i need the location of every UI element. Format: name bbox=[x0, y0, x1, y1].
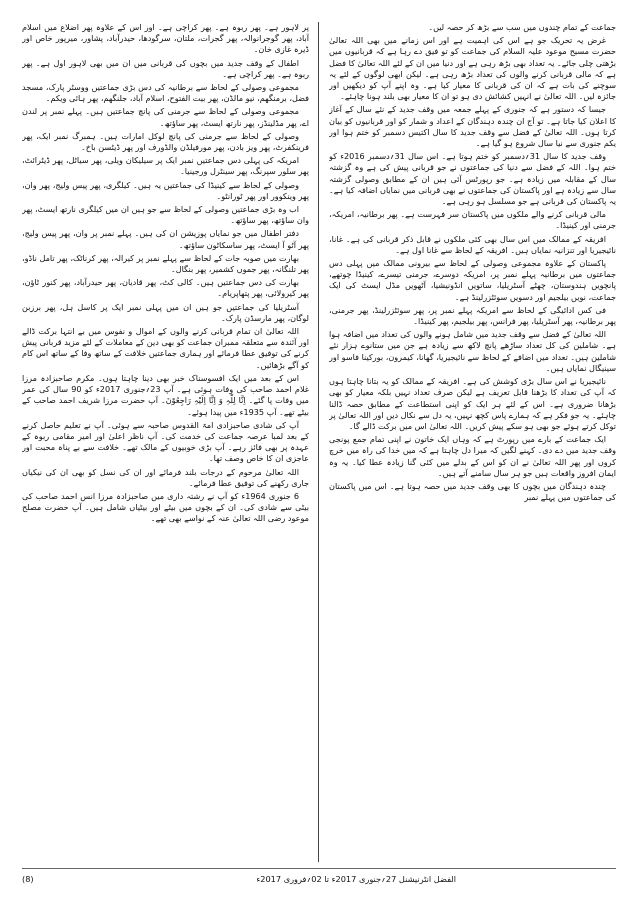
footer-divider bbox=[22, 868, 616, 869]
left-column-paragraph: اللہ تعالیٰ ان تمام قربانی کرنے والوں کے اموال و نفوس میں بے انتہا برکت ڈالے اور آئندہ سے متعلقہ ممبران جماعت کو بھی دین کے معاملات کے لئے مزید قربانی پیش کرنے کی توفیق عطا فرمائے اور ہماری جماعتیں خلافت کے ساتھ وفا کے ساتھ اس کام کو آگے بڑھائیں۔ bbox=[22, 326, 309, 370]
left-column-paragraph: بھارت کی دس جماعتیں ہیں۔ کالی کٹ، پھر قادیان، پھر حیدرآباد، پھر کنور ٹاؤن، پھر کیرولائی، پھر پتھاپریام۔ bbox=[22, 277, 309, 299]
left-column-paragraph: آسٹریلیا کی جماعتیں جو ہیں ان میں پہلی نمبر ایک پر کاسل ہل، پھر برزبن لوگان، پھر مارسڈن پارک۔ bbox=[22, 301, 309, 323]
left-column bbox=[22, 22, 309, 862]
text-columns bbox=[22, 22, 616, 862]
left-column-paragraph: مجموعی وصولی کے لحاظ سے برطانیہ کی دس بڑی جماعتیں ووسٹر پارک، مسجد فضل، برمنگھم، نیو مالڈن، پھر بیت الفتوح، اسلام آباد، جلنگھم، پھر ہائی ویکم۔ bbox=[22, 82, 309, 104]
right-column-paragraph: چندہ دہندگان میں بچوں کا بھی وقف جدید میں حصہ ہوتا ہے۔ اس میں پاکستان کی جماعتوں میں پہلے نمبر bbox=[329, 480, 616, 503]
right-column-paragraph: جیسا کہ دستور ہے کہ جنوری کے پہلے جمعہ میں وقف جدید کے نئے سال کے آغاز کا اعلان کیا جاتا ہے۔ تو آج ان چندہ دہندگان کے اعداد و شمار کو اور قربانیوں کو بیان کرتا ہوں۔ اللہ تعالیٰ کے فضل سے وقف جدید کا سال اکتیس دسمبر کو ختم ہوا اور یکم جنوری سے نیا سال شروع ہو گیا ہے۔ bbox=[329, 104, 616, 149]
left-column-paragraph: اللہ تعالیٰ مرحوم کے درجات بلند فرمائے اور ان کی نسل کو بھی ان کی نیکیاں جاری رکھنے کی توفیق عطا فرمائے۔ bbox=[22, 466, 309, 488]
publication-title: الفضل انٹرنیشنل 27؍جنوری 2017ء تا 02؍فروری 2017ء bbox=[256, 874, 456, 884]
right-column-paragraph: افریقہ کے ممالک میں اس سال بھی کئی ملکوں نے قابل ذکر قربانی کی ہے۔ غانا، نائیجیریا اور تنزانیہ نمایاں ہیں۔ افریقہ کے لحاظ سے غانا اول ہے۔ bbox=[329, 233, 616, 255]
left-column-paragraph: مجموعی وصولی کے لحاظ سے جرمنی کی پانچ جماعتیں ہیں۔ پہلے نمبر پر لندن اے، پھر مڈلینڈز، پھر نارتھ ایسٹ، پھر ساؤتھ۔ bbox=[22, 106, 309, 128]
left-column-paragraph: وصولی کے لحاظ سے کینیڈا کی جماعتیں یہ ہیں۔ کیلگری، پھر پیس ولیج، پھر وان، پھر وینکوور اور پھر ٹورانٹو۔ bbox=[22, 179, 309, 201]
left-column-paragraph: اب وہ بڑی جماعتیں وصولی کے لحاظ سے جو ہیں ان میں کیلگری نارتھ ایسٹ، پھر وان ساؤتھ، پھر ساؤتھ۔ bbox=[22, 204, 309, 226]
right-column-paragraph: غرض یہ تحریک جو ہے اس کی اہمیت ہے اور اس زمانے میں بھی اللہ تعالیٰ حضرت مسیح موعود علیہ السلام کی جماعت کو تو فیق دے رہا ہے کہ قربانیوں میں بڑھتی چلی جائے۔ یہ تعداد بھی بڑھ رہی ہے اور دنیا میں ان کے لئے اللہ تعالیٰ کا فضل ہے کہ مالی قربانی کرنے والوں کی تعداد بڑھ رہی ہے۔ لیکن ابھی لوگوں کے لئے یہ سوچنے کی بات ہے کہ ان کی قربانی کا معیار کیا ہے۔ وہ اپنے آپ کو دیکھیں اور جائزہ لیں۔ اللہ تعالیٰ نے انہیں کشائش دی ہو تو ان کا معیار بھی بلند ہونا چاہئے۔ bbox=[329, 35, 616, 102]
left-column-paragraph: 6 جنوری 1964ء کو آپ نے رشتہ داری میں صاحبزادہ مرزا انس احمد صاحب کی بیٹی سے شادی کی۔ ان کے بچوں میں بیٹے اور بیٹیاں شامل ہیں۔ آپ حضرت مصلح موعود رضی اللہ تعالیٰ عنہ کے نواسے بھی تھے۔ bbox=[22, 490, 309, 524]
left-column-paragraph: دفتر اطفال میں جو نمایاں پوزیشن ان کی ہیں۔ پہلے نمبر پر وان، پھر پیس ولیج، پھر آٹو آ ایسٹ، پھر ساسکاٹون ساؤتھ۔ bbox=[22, 228, 309, 250]
page-footer bbox=[22, 872, 616, 886]
left-column-paragraph: اطفال کے وقف جدید میں بچوں کی قربانی میں ان میں بھی لاہور اول ہے۔ پھر ربوہ ہے۔ پھر کراچی ہے۔ bbox=[22, 57, 309, 79]
left-column-paragraph: آپ کی شادی صاحبزادی امۃ القدوس صاحبہ سے ہوئی۔ آپ نے تعلیم حاصل کرنے کے بعد لمبا عرصہ جماعت کی خدمت کی۔ آپ ناظر اعلیٰ اور امیر مقامی ربوہ کے عہدہ پر بھی فائز رہے۔ آپ بڑی خوبیوں کے مالک تھے۔ خلافت سے بے پناہ محبت اور عاجزی ان کا خاص وصف تھا۔ bbox=[22, 419, 309, 464]
document-page bbox=[22, 22, 616, 862]
page-number: (8) bbox=[22, 874, 34, 884]
right-column-paragraph: فی کس ادائیگی کے لحاظ سے امریکہ پہلے نمبر پر، پھر سوئٹزرلینڈ، پھر جرمنی، پھر برطانیہ، پھر آسٹریلیا، پھر فرانس، پھر بیلجیم، پھر کینیڈا۔ bbox=[329, 304, 616, 327]
right-column-paragraph: وقف جدید کا سال 31؍دسمبر کو ختم ہوتا ہے۔ اس سال 31؍دسمبر 2016ء کو ختم ہوا۔ اللہ کے فضل سے دنیا کی جماعتوں نے جو قربانی پیش کی ہے وہ گزشتہ سال کے مقابلہ میں زیادہ ہے۔ جو رپورٹس آئی ہیں ان کے مطابق وصولی گزشتہ سال سے زیادہ ہے اور پاکستان کی جماعتوں نے بھی قربانی میں نمایاں اضافہ کیا ہے۔ یہ پاکستان کی قربانی ہے جو مسلسل ہو رہی ہے۔ bbox=[329, 151, 616, 207]
right-column-paragraph: ایک جماعت کے بارے میں رپورٹ ہے کہ وہاں ایک خاتون نے اپنی تمام جمع پونجی وقف جدید میں دے دی۔ کہنے لگیں کہ میرا دل چاہتا ہے کہ میں خدا کی راہ میں خرچ کروں اور پھر اللہ تعالیٰ نے ان کو اس کے بدلے میں کئی گنا زیادہ عطا کیا۔ یہ وہ ایمان افروز واقعات ہیں جو ہر سال سامنے آتے ہیں۔ bbox=[329, 434, 616, 478]
left-column-paragraph: پر لاہور ہے۔ پھر ربوہ ہے۔ پھر کراچی ہے۔ اور اس کے علاوہ پھر اضلاع میں اسلام آباد، پھر گوجرانوالہ، پھر گجرات، ملتان، سرگودھا، حیدرآباد، پشاور، میرپور خاص اور ڈیرہ غازی خان۔ bbox=[22, 22, 309, 55]
left-column-paragraph: بھارت میں صوبہ جات کے لحاظ سے پہلے نمبر پر کیرالہ، پھر کرناٹک، پھر تامل ناڈو، پھر تلنگانہ، پھر جموں کشمیر، پھر بنگال۔ bbox=[22, 252, 309, 275]
right-column-paragraph: جماعت کے تمام چندوں میں سب سے بڑھ کر حصہ لیں۔ bbox=[428, 22, 616, 32]
left-column-paragraph: اس کے بعد میں ایک افسوسناک خبر بھی دینا چاہتا ہوں۔ مکرم صاحبزادہ مرزا غلام احمد صاحب کی وفات ہوئی ہے۔ آپ 23؍جنوری 2017ء کو 90 سال کی عمر میں وفات پا گئے۔ اِنَّا لِلّٰہِ وَ اِنَّا اِلَیْہِ رَاجِعُوْنَ۔ آپ حضرت مرزا شریف احمد صاحب کے بیٹے تھے۔ آپ 1935ء میں پیدا ہوئے۔ bbox=[22, 372, 309, 417]
column-divider bbox=[318, 22, 319, 862]
left-column-paragraph: وصولی کے لحاظ سے جرمنی کی پانچ لوکل امارات ہیں۔ ہمبرگ نمبر ایک، پھر فرینکفرٹ، پھر ویز بادن، پھر مورفیلڈن والڈورف اور پھر ڈیٹسن باخ۔ bbox=[22, 130, 309, 153]
left-column-paragraph: امریکہ کی پہلی دس جماعتیں نمبر ایک پر سیلیکان ویلی، پھر سیاٹل، پھر ڈیٹرائٹ، پھر سلور سپرنگ، پھر سینٹرل ورجینیا۔ bbox=[22, 155, 309, 177]
right-column-paragraph: مالی قربانی کرنے والے ملکوں میں پاکستان سر فہرست ہے۔ پھر برطانیہ، امریکہ، جرمنی اور کینیڈا۔ bbox=[329, 209, 616, 231]
right-column-paragraph: پاکستان کے علاوہ مجموعی وصولی کے لحاظ سے بیرونی ممالک میں پہلی دس جماعتوں میں برطانیہ پہلے نمبر پر، امریکہ دوسرے، جرمنی تیسرے، کینیڈا چوتھے، پانچویں ہندوستان، چھٹے آسٹریلیا، ساتویں انڈونیشیا، آٹھویں مڈل ایسٹ کی ایک جماعت، نویں بیلجیم اور دسویں سوئٹزرلینڈ ہے۔ bbox=[329, 258, 616, 302]
right-column-paragraph: اللہ تعالیٰ کے فضل سے وقف جدید میں شامل ہونے والوں کی تعداد میں اضافہ ہوا ہے۔ شاملین کی کل تعداد ساڑھے پانچ لاکھ سے زیادہ ہے جن میں ستانوے ہزار نئے شاملین ہیں۔ تعداد میں اضافے کے لحاظ سے نائیجیریا، گھانا، کیمرون، بورکینا فاسو اور سینیگال نمایاں ہیں۔ bbox=[329, 329, 616, 373]
right-column bbox=[329, 22, 616, 862]
right-column-paragraph: نائیجیریا نے اس سال بڑی کوشش کی ہے۔ افریقہ کے ممالک کو یہ بتانا چاہتا ہوں کہ آپ کی تعداد کا بڑھنا قابل تعریف ہے لیکن صرف تعداد نہیں بلکہ معیار کو بھی بڑھانا ضروری ہے۔ اس کے لئے ہر ایک کو اپنی استطاعت کے مطابق حصہ ڈالنا چاہئے۔ یہ جو فکر ہے کہ ہمارے پاس کچھ نہیں، یہ دل سے نکال دیں اور اللہ تعالیٰ پر توکل کرتے ہوئے جو بھی ہو سکے پیش کریں۔ اللہ تعالیٰ اس میں برکت ڈالے گا۔ bbox=[329, 376, 616, 431]
